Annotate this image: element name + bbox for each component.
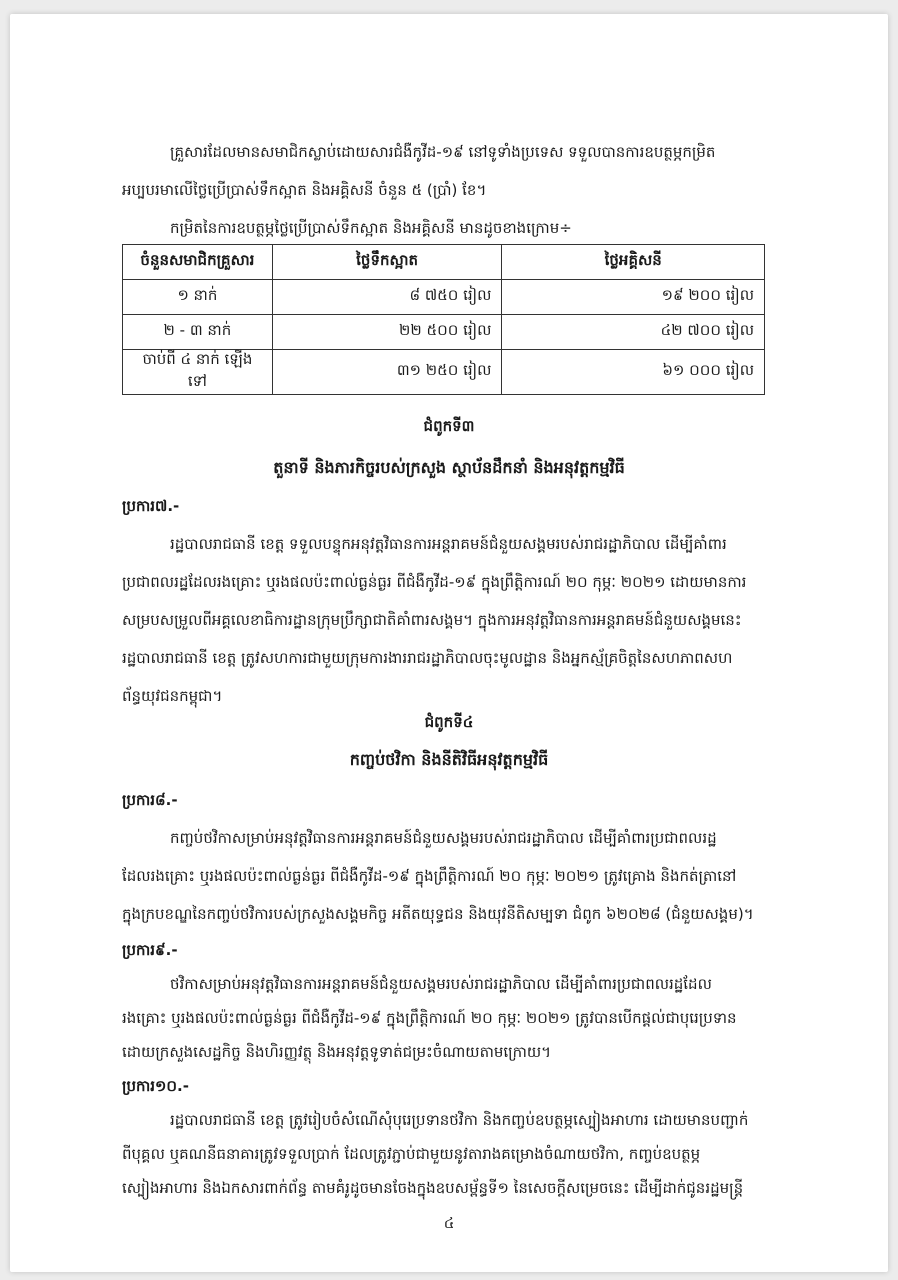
table-cell: ៣១ ២៥០ រៀល: [272, 350, 502, 395]
article7-line: ព័ន្ធយុវជនកម្ពុជា។: [122, 687, 223, 705]
intro-line-1: គ្រួសារដែលមានសមាជិកស្លាប់ដោយសារជំងឺកូវីដ-១៩ នៅទូទាំងប្រទេស ទទួលបានការឧបត្ថម្ភកម្រិត: [170, 143, 716, 161]
document-page: [10, 14, 888, 1272]
table-cell: ២ - ៣ នាក់: [123, 315, 273, 350]
header-water-cost: ថ្លៃទឹកស្អាត: [272, 245, 502, 280]
subsidy-table: [122, 244, 765, 395]
table-row: [123, 280, 765, 315]
table-header-row: [123, 245, 765, 280]
article10-line: រដ្ឋបាលរាជធានី ខេត្ត ត្រូវរៀបចំសំណើសុំបុរេប្រទានថវិកា និងកញ្ចប់ឧបត្ថម្ភស្បៀងអាហារ ដោយមានបញ្ជាក់: [170, 1111, 749, 1129]
article7-line: រដ្ឋបាលរាជធានី ខេត្ត ទទួលបន្ទុកអនុវត្តវិធានការអន្តរាគមន៍ជំនួយសង្គមរបស់រាជរដ្ឋាភិបាល ដើម្បីគាំពារ: [170, 535, 727, 553]
article9-line: ដោយក្រសួងសេដ្ឋកិច្ច និងហិរញ្ញវត្ថុ និងអនុវត្តទូទាត់ជម្រះចំណាយតាមក្រោយ។: [122, 1043, 552, 1061]
article7-line: ប្រជាពលរដ្ឋដែលរងគ្រោះ ឬរងផលប៉ះពាល់ធ្ងន់ធ្ងរ ពីជំងឺកូវីដ-១៩ ក្នុងព្រឹត្តិការណ៍ ២០ កុម្ភៈ ២០២១ ដោយមានការ: [122, 573, 747, 591]
table-row: [123, 350, 765, 395]
article8-line: ក្នុងក្របខណ្ឌនៃកញ្ចប់ថវិការបស់ក្រសួងសង្គមកិច្ច អតីតយុទ្ធជន និងយុវនីតិសម្បទា ជំពូក ៦២០២៨ (ជំនួយសង្គម)។: [122, 905, 754, 923]
header-family-members: ចំនួនសមាជិកគ្រួសារ: [123, 245, 273, 280]
chapter4-title: កញ្ចប់ថវិកា និងនីតិវិធីអនុវត្តកម្មវិធី: [349, 750, 549, 769]
table-cell: ចាប់ពី ៤ នាក់ ឡើងទៅ: [123, 350, 273, 395]
table-row: [123, 315, 765, 350]
page-number: ៤: [443, 1214, 455, 1232]
article7-line: រដ្ឋបាលរាជធានី ខេត្ត ត្រូវសហការជាមួយក្រុមការងាររាជរដ្ឋាភិបាលចុះមូលដ្ឋាន និងអ្នកស្ម័គ្រចិត្តនៃសហភាពសហ: [122, 649, 733, 667]
article7-label: ប្រការ៧.-: [122, 497, 180, 515]
table-cell: ១ នាក់: [123, 280, 273, 315]
chapter4-heading: ជំពូកទី៤: [424, 713, 474, 731]
article8-label: ប្រការ៨.-: [122, 791, 178, 809]
table-cell: ១៩ ២០០ រៀល: [502, 280, 765, 315]
table-cell: ៨ ៧៥០ រៀល: [272, 280, 502, 315]
table-cell: ២២ ៥០០ រៀល: [272, 315, 502, 350]
chapter3-heading: ជំពូកទី៣: [423, 417, 475, 435]
intro-line-2: អប្បបរមាលើថ្លៃប្រើប្រាស់ទឹកស្អាត និងអគ្គិសនី ចំនួន ៥ (ប្រាំ) ខែ។: [122, 181, 487, 199]
header-electricity-cost: ថ្លៃអគ្គិសនី: [502, 245, 765, 280]
article8-line: កញ្ចប់ថវិកាសម្រាប់អនុវត្តវិធានការអន្តរាគមន៍ជំនួយសង្គមរបស់រាជរដ្ឋាភិបាល ដើម្បីគាំពារប្រជាពលរដ្ឋ: [170, 829, 717, 847]
article10-line: ពីបុគ្គល ឬគណនីធនាគារត្រូវទទួលប្រាក់ ដែលត្រូវភ្ជាប់ជាមួយនូវតារាងគម្រោងចំណាយថវិកា, កញ្ចប់ឧបត្ថម្ភ: [122, 1145, 701, 1163]
article10-line: ស្បៀងអាហារ និងឯកសារពាក់ព័ន្ធ តាមគំរូដូចមានចែងក្នុងឧបសម្ព័ន្ធទី១ នៃសេចក្ដីសម្រេចនេះ ដើម្បីដាក់ជូនរដ្ឋមន្ត្រី: [122, 1179, 744, 1197]
article7-line: សម្របសម្រួលពីអគ្គលេខាធិការដ្ឋានក្រុមប្រឹក្សាជាតិគាំពារសង្គម។ ក្នុងការអនុវត្តវិធានការអន្តរាគមន៍ជំនួយសង្គមនេះ: [122, 611, 742, 629]
article9-label: ប្រការ៩.-: [122, 941, 178, 959]
article10-label: ប្រការ១០.-: [122, 1077, 189, 1095]
table-cell: ៤២ ៧០០ រៀល: [502, 315, 765, 350]
table-cell: ៦១ ០០០ រៀល: [502, 350, 765, 395]
chapter3-title: តួនាទី និងភារកិច្ចរបស់ក្រសួង ស្ថាប័នដឹកនាំ និងអនុវត្តកម្មវិធី: [273, 458, 625, 477]
article9-line: ថវិកាសម្រាប់អនុវត្តវិធានការអន្តរាគមន៍ជំនួយសង្គមរបស់រាជរដ្ឋាភិបាល ដើម្បីគាំពារប្រជាពលរដ្ឋដែល: [170, 975, 712, 993]
intro-line-3: កម្រិតនៃការឧបត្ថម្ភថ្លៃប្រើប្រាស់ទឹកស្អាត និងអគ្គិសនី មានដូចខាងក្រោម÷: [170, 219, 572, 237]
article8-line: ដែលរងគ្រោះ ឬរងផលប៉ះពាល់ធ្ងន់ធ្ងរ ពីជំងឺកូវីដ-១៩ ក្នុងព្រឹត្តិការណ៍ ២០ កុម្ភៈ ២០២១ ត្រូវគ្រោង និងកត់ត្រានៅ: [122, 867, 737, 885]
article9-line: រងគ្រោះ ឬរងផលប៉ះពាល់ធ្ងន់ធ្ងរ ពីជំងឺកូវីដ-១៩ ក្នុងព្រឹត្តិការណ៍ ២០ កុម្ភៈ ២០២១ ត្រូវបានបើកផ្ដល់ជាបុរេប្រទាន: [122, 1009, 737, 1027]
